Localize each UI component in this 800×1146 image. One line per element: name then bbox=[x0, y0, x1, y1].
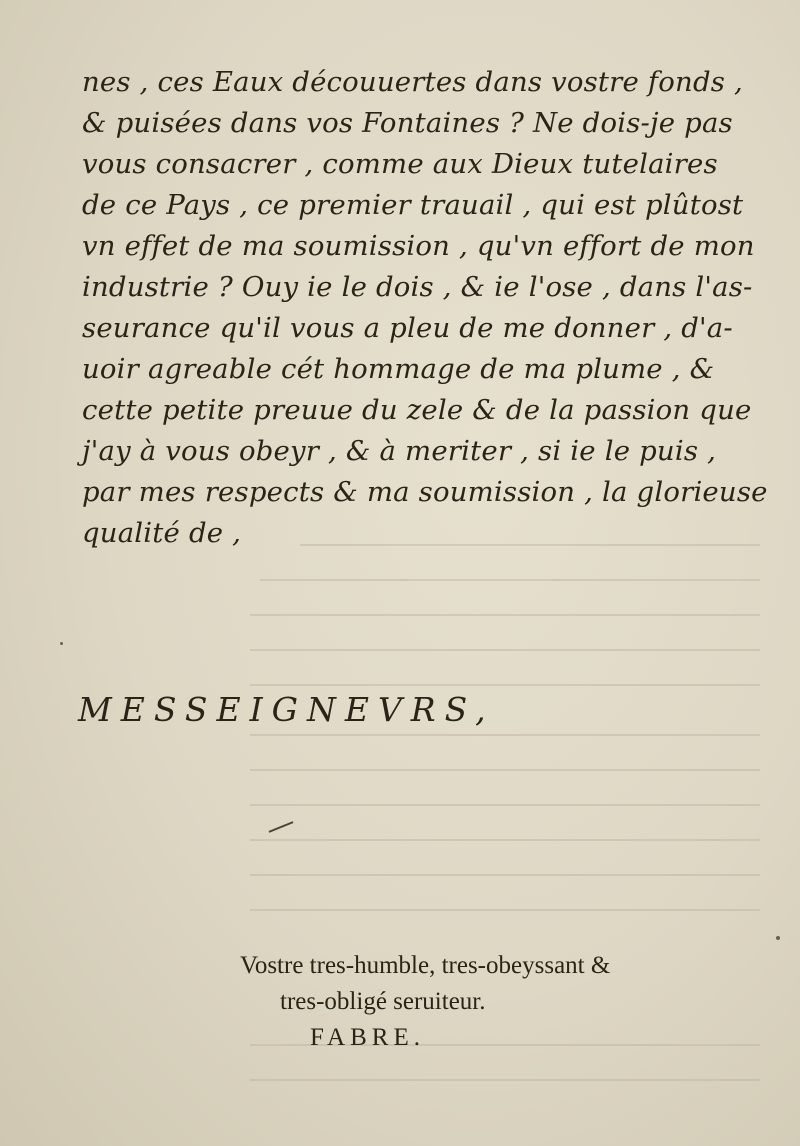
ink-speck bbox=[776, 936, 780, 940]
body-line: qualité de , bbox=[82, 517, 242, 549]
body-line: seurance qu'il vous a pleu de me donner , d'a- bbox=[82, 312, 733, 344]
body-line: de ce Pays , ce premier trauail , qui est plûtost bbox=[82, 189, 744, 221]
ink-mark bbox=[269, 821, 294, 833]
ink-speck bbox=[60, 642, 63, 645]
body-line: uoir agreable cét hommage de ma plume , & bbox=[82, 353, 715, 385]
body-line: vous consacrer , comme aux Dieux tutelaires bbox=[82, 148, 718, 180]
closing-block bbox=[240, 948, 740, 1056]
salutation-heading: MESSEIGNEVRS, bbox=[78, 690, 495, 729]
body-paragraph bbox=[82, 62, 768, 554]
signature: FABRE. bbox=[310, 1024, 425, 1051]
body-line: vn effet de ma soumission , qu'vn effort de mon bbox=[82, 230, 755, 262]
body-line: j'ay à vous obeyr , & à meriter , si ie le puis , bbox=[82, 435, 717, 467]
closing-line: tres-obligé seruiteur. bbox=[280, 988, 486, 1015]
body-line: industrie ? Ouy ie le dois , & ie l'ose , dans l'as- bbox=[82, 271, 753, 303]
body-line: cette petite preuue du zele & de la passion que bbox=[82, 394, 752, 426]
body-line: & puisées dans vos Fontaines ? Ne dois-je pas bbox=[82, 107, 733, 139]
body-line: par mes respects & ma soumission , la glorieuse bbox=[82, 476, 768, 508]
body-line: nes , ces Eaux découuertes dans vostre fonds , bbox=[82, 66, 743, 98]
closing-line: Vostre tres-humble, tres-obeyssant & bbox=[240, 952, 611, 979]
